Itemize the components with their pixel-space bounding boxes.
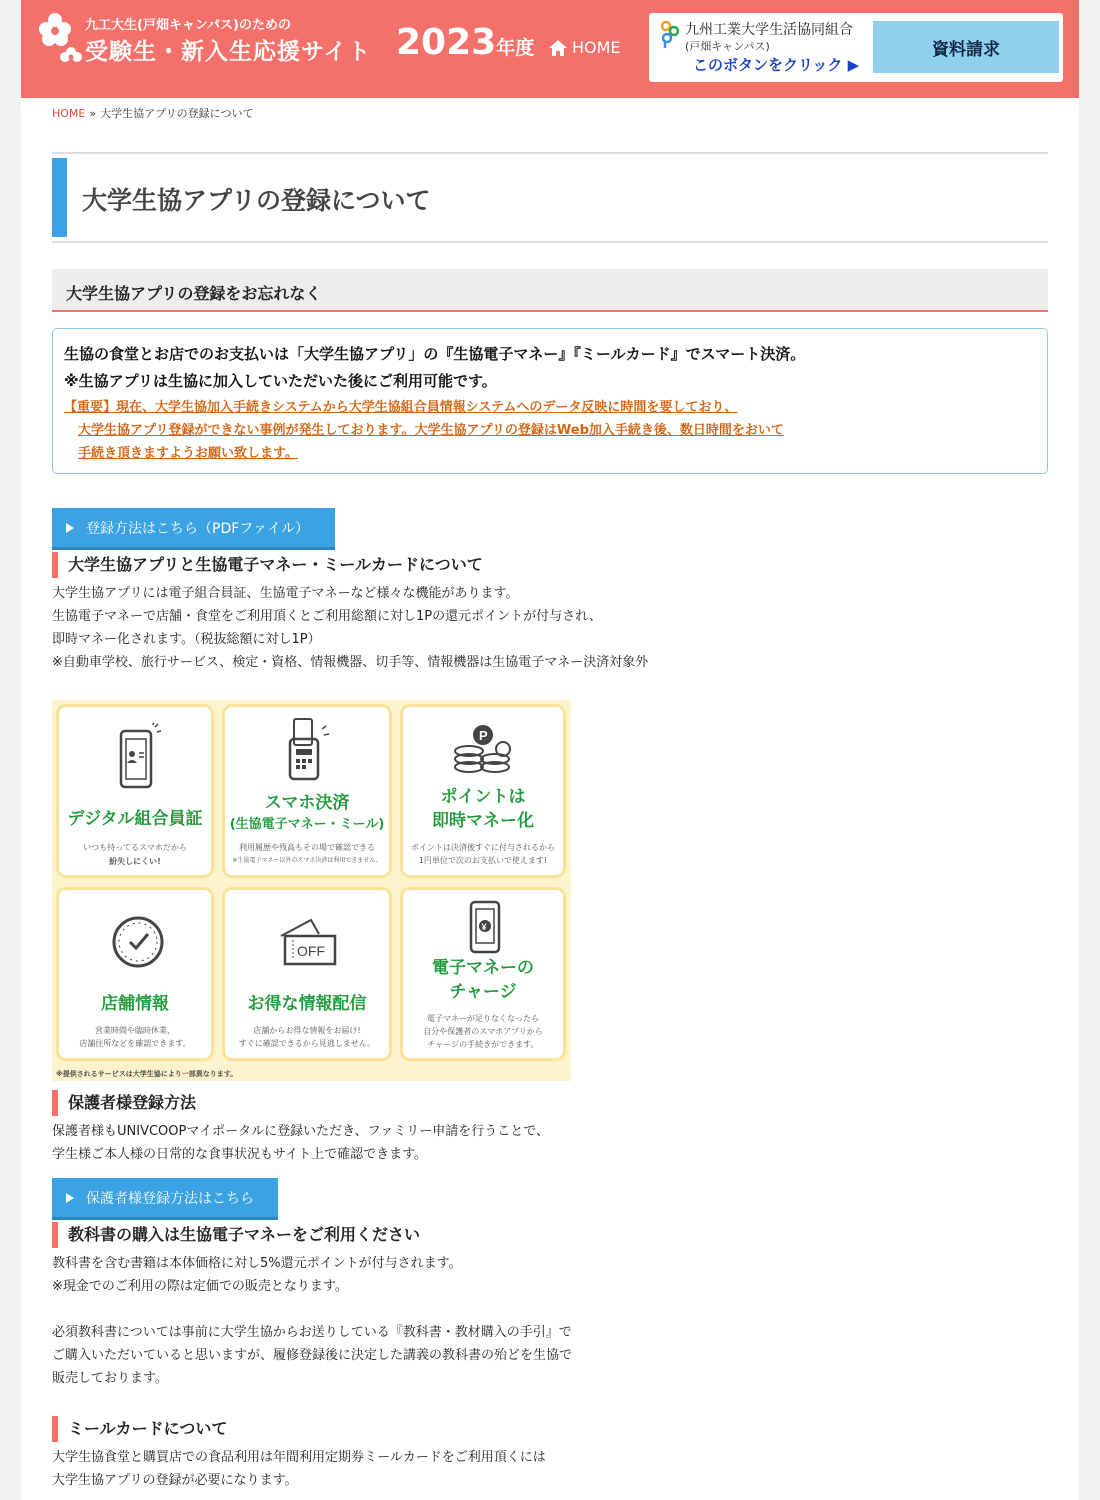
- coop-name: 九州工業大学生活協同組合: [685, 22, 853, 38]
- clock-icon: [110, 914, 166, 970]
- important-notice-1: 【重要】現在、大学生協加入手続きシステムから大学生協組合員情報システムへのデータ反映に時間を要しており、: [64, 400, 738, 415]
- coupon-icon: [275, 916, 345, 972]
- section-header: [52, 269, 1048, 312]
- title-divider-top: [52, 152, 1048, 154]
- breadcrumb-home-link[interactable]: HOME: [52, 107, 86, 120]
- play-triangle-icon: [66, 1193, 74, 1203]
- sakura-logo-icon[interactable]: [35, 10, 85, 66]
- feature-card-smartphone-pay: [222, 704, 392, 878]
- meal-paragraph: [52, 1446, 546, 1492]
- pdf-button-label: 登録方法はこちら（PDFファイル）: [86, 520, 309, 537]
- header-year: [396, 22, 534, 63]
- card-desc-2: 店舗住所などを確認できます。: [79, 1039, 191, 1048]
- textbook-line-5: ご購入いただいていると思いますが、履修登録後に決定した講義の教科書の殆どを生協で: [52, 1348, 573, 1363]
- card-title-charge: 電子マネーの: [432, 958, 534, 978]
- app-line-2: 生協電子マネーで店舗・食堂をご利用頂くとご利用総額に対し1Pの還元ポイントが付与され、: [52, 609, 602, 624]
- coop-banner[interactable]: [649, 13, 1063, 82]
- meal-section-heading: ミールカードについて: [52, 1416, 227, 1442]
- coop-click-link[interactable]: このボタンをクリック ▶: [693, 56, 860, 74]
- app-section-heading: 大学生協アプリと生協電子マネー・ミールカードについて: [52, 552, 483, 578]
- notice-box: [52, 328, 1048, 474]
- card-title-smartphone-pay: スマホ決済: [264, 793, 350, 813]
- play-triangle-icon: [66, 523, 74, 533]
- app-line-1: 大学生協アプリには電子組合員証、生協電子マネーなど様々な機能があります。: [52, 586, 519, 601]
- year-number: 2023: [396, 22, 497, 63]
- feature-card-charge: [400, 887, 566, 1061]
- card-desc-2: すぐに確認できるから見逃しません。: [238, 1039, 376, 1048]
- page-title: 大学生協アプリの登録について: [82, 186, 431, 215]
- home-link[interactable]: [548, 38, 621, 57]
- card-desc-2: ※生協電子マネー以外のスマホ決済は利用できません。: [232, 857, 382, 864]
- guardian-line-1: 保護者様もUNIVCOOPマイポータルに登録いただき、ファミリー申請を行うことで、: [52, 1124, 550, 1139]
- section-header-text: 大学生協アプリの登録をお忘れなく: [66, 284, 322, 303]
- card-title-deals: お得な情報配信: [247, 994, 367, 1014]
- app-paragraph: [52, 582, 648, 674]
- app-line-3: 即時マネー化されます。（税抜総額に対し1P）: [52, 632, 321, 647]
- meal-line-2: 大学生協アプリの登録が必要になります。: [52, 1473, 298, 1488]
- guardian-button-label: 保護者様登録方法はこちら: [86, 1190, 254, 1207]
- coupon-text: OFF: [297, 943, 325, 959]
- textbook-paragraph: [52, 1252, 572, 1390]
- card-desc-1: 電子マネーが足りなくなったら: [427, 1014, 539, 1023]
- card-desc-3: チャージの手続きができます。: [427, 1040, 539, 1049]
- home-icon: [548, 39, 568, 57]
- coins-icon: [449, 721, 517, 781]
- important-notice-2: 大学生協アプリ登録ができない事例が発生しております。大学生協アプリの登録はWeb加入手続き後、数日時間をおいて: [78, 423, 784, 438]
- pdf-registration-button[interactable]: [52, 508, 335, 550]
- features-note: ※提供されるサービスは大学生協により一部異なります。: [56, 1070, 238, 1078]
- feature-card-deals: [222, 887, 392, 1061]
- textbook-line-2: ※現金でのご利用の際は定価での販売となります。: [52, 1279, 348, 1294]
- guardian-section-heading: 保護者様登録方法: [52, 1090, 196, 1116]
- card-desc-2: 1円単位で次のお支払いで使えます!: [418, 856, 548, 865]
- site-header: [21, 0, 1079, 98]
- important-notice-3: 手続き頂きますようお願い致します。: [78, 446, 298, 461]
- header-subtitle: 九工大生(戸畑キャンパス)のための: [85, 18, 291, 33]
- textbook-section-heading: 教科書の購入は生協電子マネーをご利用ください: [52, 1222, 420, 1248]
- card-title-store-info: 店舗情報: [101, 994, 169, 1014]
- svg-text:¥: ¥: [481, 922, 487, 932]
- title-divider-bottom: [52, 241, 1048, 243]
- header-title[interactable]: 受験生・新入生応援サイト: [85, 39, 372, 65]
- feature-card-points: [400, 704, 566, 878]
- card-subtitle-charge: チャージ: [449, 982, 517, 1002]
- guardian-line-2: 学生様ご本人様の日常的な食事状況もサイト上で確認できます。: [52, 1147, 428, 1162]
- yen-phone-icon: [465, 900, 505, 956]
- card-desc-1: 営業時間や臨時休業、: [95, 1026, 175, 1035]
- coop-logo-icon: [659, 19, 681, 49]
- textbook-line-4: 必須教科書については事前に大学生協からお送りしている『教科書・教材購入の手引』で: [52, 1325, 572, 1340]
- breadcrumb: [52, 105, 253, 121]
- card-desc-1: 利用履歴や残高もその場で確認できる: [239, 843, 375, 852]
- card-desc-2: 自分や保護者のスマホアプリから: [423, 1027, 543, 1036]
- breadcrumb-separator: »: [89, 107, 97, 120]
- card-desc-1: いつも持ってるスマホだから: [83, 843, 187, 852]
- card-desc-1: 店舗からお得な情報をお届け!: [253, 1026, 361, 1035]
- card-subtitle-points: 即時マネー化: [432, 811, 534, 831]
- notice-line-1: 生協の食堂とお店でのお支払いは「大学生協アプリ」の『生協電子マネー』『ミールカード』でスマート決済。: [64, 345, 806, 363]
- card-desc-1: ポイントは決済後すぐに付与されるから: [411, 843, 555, 852]
- textbook-line-3: [52, 1298, 572, 1321]
- feature-card-store-info: [56, 887, 214, 1061]
- card-desc-2: 紛失しにくい!: [109, 857, 161, 866]
- guardian-paragraph: [52, 1120, 549, 1166]
- app-line-4: ※自動車学校、旅行サービス、検定・資格、情報機器、切手等、情報機器は生協電子マネー決済対象外: [52, 655, 649, 670]
- app-features-image: [52, 700, 571, 1081]
- textbook-line-6: 販売しております。: [52, 1371, 168, 1386]
- coop-campus: (戸畑キャンパス): [685, 40, 770, 53]
- textbook-line-1: 教科書を含む書籍は本体価格に対し5%還元ポイントが付与されます。: [52, 1256, 462, 1271]
- svg-text:P: P: [479, 728, 488, 743]
- smartphone-pay-icon: [282, 715, 338, 787]
- card-title-points: ポイントは: [440, 787, 526, 807]
- title-accent-bar: [52, 158, 67, 237]
- request-materials-button[interactable]: 資料請求: [873, 21, 1059, 73]
- year-suffix: 年度: [496, 37, 535, 59]
- home-label: HOME: [572, 38, 621, 57]
- feature-card-digital-id: [56, 704, 214, 878]
- breadcrumb-current: 大学生協アプリの登録について: [100, 107, 254, 120]
- guardian-registration-button[interactable]: [52, 1178, 278, 1220]
- notice-line-2: ※生協アプリは生協に加入していただいた後にご利用可能です。: [64, 372, 497, 390]
- card-subtitle-smartphone-pay: (生協電子マネー・ミール): [229, 817, 385, 832]
- phone-id-icon: [113, 723, 163, 795]
- card-title-digital-id: デジタル組合員証: [67, 809, 203, 829]
- meal-line-1: 大学生協食堂と購買店での食品利用は年間利用定期券ミールカードをご利用頂くには: [52, 1450, 546, 1465]
